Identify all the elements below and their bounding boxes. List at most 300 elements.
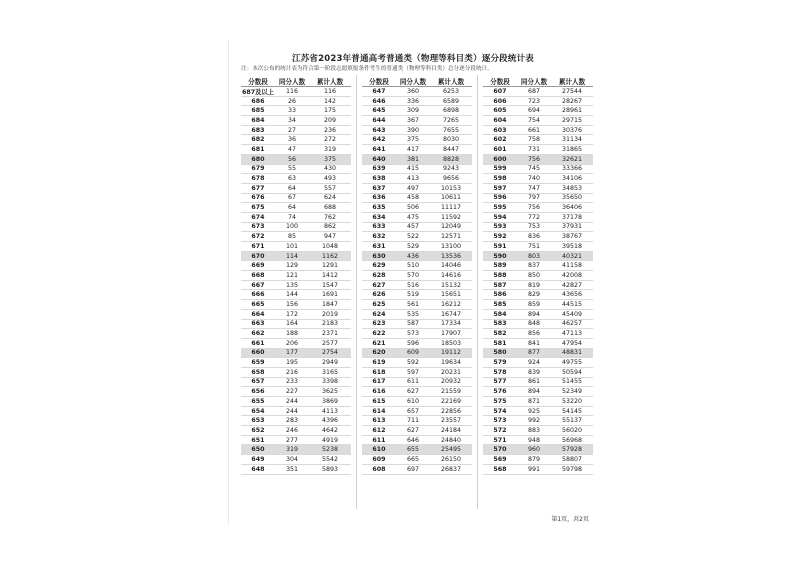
score-range-cell: 687及以上 <box>241 88 275 96</box>
score-range-cell: 640 <box>372 155 386 163</box>
cumulative-count-cell: 3625 <box>321 388 339 396</box>
same-count-cell: 522 <box>406 233 420 241</box>
page-note: 注：本次公布的统计表为符合第一阶段志愿填报条件考生的普通类（物理等科目类）总分逐分段统计。 <box>241 66 493 72</box>
cumulative-count-cell: 22169 <box>440 397 462 405</box>
score-range-cell: 591 <box>493 242 507 250</box>
cumulative-count-cell: 2754 <box>321 349 339 357</box>
score-range-cell: 671 <box>251 242 265 250</box>
score-range-cell: 674 <box>251 213 265 221</box>
cumulative-count-cell: 10153 <box>440 184 462 192</box>
score-range-cell: 618 <box>372 368 386 376</box>
table-row <box>483 213 593 223</box>
same-count-cell: 375 <box>406 136 420 144</box>
score-range-cell: 620 <box>372 349 386 357</box>
score-range-cell: 648 <box>251 465 265 473</box>
cumulative-count-cell: 56020 <box>561 426 583 434</box>
cumulative-count-cell: 56968 <box>561 436 583 444</box>
score-range-cell: 660 <box>251 349 265 357</box>
table-row <box>483 116 593 126</box>
table-row <box>483 232 593 242</box>
same-count-cell: 227 <box>285 388 299 396</box>
same-count-cell: 747 <box>527 184 541 192</box>
cumulative-count-cell: 36406 <box>561 204 583 212</box>
same-count-cell: 519 <box>406 291 420 299</box>
score-range-cell: 670 <box>251 252 265 260</box>
cumulative-count-cell: 11592 <box>440 213 462 221</box>
table-row <box>241 358 351 368</box>
score-range-cell: 589 <box>493 262 507 270</box>
score-range-cell: 668 <box>251 271 265 279</box>
table-row <box>362 184 472 194</box>
cumulative-count-cell: 46257 <box>561 320 583 328</box>
table-row <box>241 387 351 397</box>
table-row <box>362 213 472 223</box>
table-row <box>241 106 351 116</box>
same-count-cell: 627 <box>406 388 420 396</box>
score-range-cell: 652 <box>251 426 265 434</box>
cumulative-count-cell: 37931 <box>561 223 583 231</box>
cumulative-count-cell: 1847 <box>321 300 339 308</box>
table-row <box>362 281 472 291</box>
same-count-cell: 33 <box>287 107 296 115</box>
cumulative-count-cell: 4396 <box>321 417 339 425</box>
same-count-cell: 497 <box>406 184 420 192</box>
score-range-cell: 662 <box>251 330 265 338</box>
cumulative-count-cell: 13536 <box>440 252 462 260</box>
table-row <box>241 213 351 223</box>
same-count-cell: 188 <box>285 330 299 338</box>
score-range-cell: 582 <box>493 330 507 338</box>
score-range-cell: 627 <box>372 281 386 289</box>
score-range-cell: 581 <box>493 339 507 347</box>
cumulative-count-cell: 18503 <box>440 339 462 347</box>
header-same-count: 同分人数 <box>278 77 306 86</box>
score-range-cell: 637 <box>372 184 386 192</box>
cumulative-count-cell: 142 <box>323 97 337 105</box>
same-count-cell: 63 <box>287 175 296 183</box>
cumulative-count-cell: 12049 <box>440 223 462 231</box>
table-row <box>483 242 593 252</box>
same-count-cell: 415 <box>406 165 420 173</box>
header-same-count: 同分人数 <box>399 77 427 86</box>
cumulative-count-cell: 22856 <box>440 407 462 415</box>
same-count-cell: 381 <box>406 155 420 163</box>
same-count-cell: 610 <box>406 397 420 405</box>
table-row <box>362 320 472 330</box>
table-row <box>483 252 593 262</box>
cumulative-count-cell: 6253 <box>442 87 460 95</box>
table-row <box>362 436 472 446</box>
table-row <box>362 407 472 417</box>
same-count-cell: 233 <box>285 378 299 386</box>
score-range-cell: 636 <box>372 194 386 202</box>
cumulative-count-cell: 5893 <box>321 465 339 473</box>
same-count-cell: 829 <box>527 291 541 299</box>
cumulative-count-cell: 45409 <box>561 310 583 318</box>
cumulative-count-cell: 3165 <box>321 368 339 376</box>
table-row <box>241 416 351 426</box>
cumulative-count-cell: 29715 <box>561 116 583 124</box>
table-row <box>483 426 593 436</box>
cumulative-count-cell: 41158 <box>561 262 583 270</box>
score-range-cell: 592 <box>493 233 507 241</box>
same-count-cell: 244 <box>285 397 299 405</box>
table-row <box>241 407 351 417</box>
table-header <box>362 75 472 87</box>
score-range-cell: 669 <box>251 262 265 270</box>
score-range-cell: 654 <box>251 407 265 415</box>
score-range-cell: 681 <box>251 145 265 153</box>
cumulative-count-cell: 26837 <box>440 465 462 473</box>
table-row <box>241 368 351 378</box>
same-count-cell: 723 <box>527 97 541 105</box>
same-count-cell: 877 <box>527 349 541 357</box>
same-count-cell: 246 <box>285 426 299 434</box>
cumulative-count-cell: 34853 <box>561 184 583 192</box>
column-divider <box>356 75 357 509</box>
cumulative-count-cell: 272 <box>323 136 337 144</box>
same-count-cell: 172 <box>285 310 299 318</box>
same-count-cell: 561 <box>406 300 420 308</box>
table-row <box>241 174 351 184</box>
score-range-cell: 657 <box>251 378 265 386</box>
table-row <box>241 194 351 204</box>
same-count-cell: 573 <box>406 330 420 338</box>
score-range-cell: 615 <box>372 397 386 405</box>
same-count-cell: 177 <box>285 349 299 357</box>
same-count-cell: 367 <box>406 116 420 124</box>
table-row <box>362 426 472 436</box>
same-count-cell: 661 <box>527 126 541 134</box>
same-count-cell: 611 <box>406 378 420 386</box>
same-count-cell: 609 <box>406 349 420 357</box>
score-range-cell: 638 <box>372 175 386 183</box>
cumulative-count-cell: 20932 <box>440 378 462 386</box>
score-range-cell: 679 <box>251 165 265 173</box>
table-row <box>241 310 351 320</box>
score-range-cell: 617 <box>372 378 386 386</box>
same-count-cell: 657 <box>406 407 420 415</box>
table-row <box>483 87 593 97</box>
cumulative-count-cell: 5238 <box>321 446 339 454</box>
same-count-cell: 655 <box>406 446 420 454</box>
same-count-cell: 34 <box>287 116 296 124</box>
same-count-cell: 55 <box>287 165 296 173</box>
same-count-cell: 803 <box>527 252 541 260</box>
same-count-cell: 697 <box>406 465 420 473</box>
table-row <box>362 106 472 116</box>
table-row <box>483 349 593 359</box>
score-range-cell: 624 <box>372 310 386 318</box>
cumulative-count-cell: 8030 <box>442 136 460 144</box>
same-count-cell: 529 <box>406 242 420 250</box>
same-count-cell: 597 <box>406 368 420 376</box>
cumulative-count-cell: 31865 <box>561 145 583 153</box>
score-range-cell: 580 <box>493 349 507 357</box>
score-range-cell: 611 <box>372 436 386 444</box>
score-range-cell: 635 <box>372 204 386 212</box>
table-row <box>241 281 351 291</box>
table-row <box>241 145 351 155</box>
table-row <box>362 339 472 349</box>
cumulative-count-cell: 4642 <box>321 426 339 434</box>
cumulative-count-cell: 40321 <box>561 252 583 260</box>
table-row <box>483 300 593 310</box>
header-cumulative: 累计人数 <box>316 77 344 86</box>
cumulative-count-cell: 24840 <box>440 436 462 444</box>
cumulative-count-cell: 27544 <box>561 87 583 95</box>
table-row <box>241 426 351 436</box>
cumulative-count-cell: 47113 <box>561 330 583 338</box>
cumulative-count-cell: 54145 <box>561 407 583 415</box>
score-range-cell: 598 <box>493 175 507 183</box>
table-row <box>241 397 351 407</box>
table-row <box>362 349 472 359</box>
score-range-cell: 645 <box>372 107 386 115</box>
same-count-cell: 731 <box>527 145 541 153</box>
cumulative-count-cell: 209 <box>323 116 337 124</box>
table-row <box>241 271 351 281</box>
table-row <box>241 349 351 359</box>
score-range-cell: 678 <box>251 175 265 183</box>
cumulative-count-cell: 8447 <box>442 145 460 153</box>
cumulative-count-cell: 1691 <box>321 291 339 299</box>
cumulative-count-cell: 39518 <box>561 242 583 250</box>
table-row <box>362 165 472 175</box>
table-row <box>241 252 351 262</box>
cumulative-count-cell: 762 <box>323 213 337 221</box>
cumulative-count-cell: 44515 <box>561 300 583 308</box>
table-row <box>362 145 472 155</box>
score-range-cell: 568 <box>493 465 507 473</box>
cumulative-count-cell: 17907 <box>440 330 462 338</box>
page-footer: 第1页，共2页 <box>551 516 589 523</box>
table-row <box>362 87 472 97</box>
score-range-cell: 641 <box>372 145 386 153</box>
table-row <box>483 339 593 349</box>
score-range-cell: 577 <box>493 378 507 386</box>
cumulative-count-cell: 24184 <box>440 426 462 434</box>
cumulative-count-cell: 7265 <box>442 116 460 124</box>
score-range-cell: 663 <box>251 320 265 328</box>
cumulative-count-cell: 16212 <box>440 300 462 308</box>
cumulative-count-cell: 493 <box>323 175 337 183</box>
same-count-cell: 948 <box>527 436 541 444</box>
table-body <box>362 87 472 475</box>
table-body <box>483 87 593 475</box>
cumulative-count-cell: 59798 <box>561 465 583 473</box>
cumulative-count-cell: 3869 <box>321 397 339 405</box>
table-row <box>241 87 351 97</box>
cumulative-count-cell: 42827 <box>561 281 583 289</box>
document-page <box>228 40 597 526</box>
score-range-cell: 684 <box>251 116 265 124</box>
score-range-cell: 594 <box>493 213 507 221</box>
score-range-cell: 664 <box>251 310 265 318</box>
table-row <box>241 155 351 165</box>
cumulative-count-cell: 26150 <box>440 455 462 463</box>
table-body <box>241 87 351 475</box>
table-row <box>483 203 593 213</box>
same-count-cell: 758 <box>527 136 541 144</box>
cumulative-count-cell: 9243 <box>442 165 460 173</box>
table-row <box>362 97 472 107</box>
cumulative-count-cell: 2577 <box>321 339 339 347</box>
score-table-1 <box>241 75 351 475</box>
cumulative-count-cell: 51455 <box>561 378 583 386</box>
column-divider <box>477 75 478 509</box>
same-count-cell: 36 <box>287 136 296 144</box>
score-range-cell: 675 <box>251 204 265 212</box>
table-row <box>483 97 593 107</box>
cumulative-count-cell: 947 <box>323 233 337 241</box>
score-range-cell: 623 <box>372 320 386 328</box>
score-range-cell: 571 <box>493 436 507 444</box>
cumulative-count-cell: 375 <box>323 155 337 163</box>
table-row <box>362 126 472 136</box>
score-range-cell: 593 <box>493 223 507 231</box>
cumulative-count-cell: 6589 <box>442 97 460 105</box>
same-count-cell: 144 <box>285 291 299 299</box>
table-header <box>241 75 351 87</box>
cumulative-count-cell: 58807 <box>561 455 583 463</box>
score-range-cell: 633 <box>372 223 386 231</box>
same-count-cell: 101 <box>285 242 299 250</box>
score-range-cell: 655 <box>251 397 265 405</box>
cumulative-count-cell: 9656 <box>442 175 460 183</box>
cumulative-count-cell: 1412 <box>321 271 339 279</box>
cumulative-count-cell: 14616 <box>440 271 462 279</box>
score-range-cell: 603 <box>493 126 507 134</box>
header-cumulative: 累计人数 <box>437 77 465 86</box>
table-row <box>362 455 472 465</box>
score-range-cell: 628 <box>372 271 386 279</box>
same-count-cell: 26 <box>287 97 296 105</box>
score-range-cell: 573 <box>493 417 507 425</box>
table-row <box>483 174 593 184</box>
same-count-cell: 283 <box>285 417 299 425</box>
cumulative-count-cell: 53220 <box>561 397 583 405</box>
same-count-cell: 277 <box>285 436 299 444</box>
cumulative-count-cell: 116 <box>323 87 337 95</box>
same-count-cell: 991 <box>527 465 541 473</box>
score-range-cell: 575 <box>493 397 507 405</box>
cumulative-count-cell: 23557 <box>440 417 462 425</box>
cumulative-count-cell: 1048 <box>321 242 339 250</box>
score-range-cell: 626 <box>372 291 386 299</box>
score-range-cell: 569 <box>493 455 507 463</box>
same-count-cell: 27 <box>287 126 296 134</box>
table-row <box>241 445 351 455</box>
same-count-cell: 924 <box>527 359 541 367</box>
table-row <box>483 397 593 407</box>
score-range-cell: 609 <box>372 455 386 463</box>
table-row <box>362 242 472 252</box>
same-count-cell: 883 <box>527 426 541 434</box>
score-table-2 <box>362 75 472 475</box>
table-row <box>241 203 351 213</box>
table-row <box>483 378 593 388</box>
header-score-range: 分数段 <box>248 77 268 86</box>
cumulative-count-cell: 33366 <box>561 165 583 173</box>
cumulative-count-cell: 2949 <box>321 359 339 367</box>
cumulative-count-cell: 13100 <box>440 242 462 250</box>
score-range-cell: 608 <box>372 465 386 473</box>
score-range-cell: 596 <box>493 194 507 202</box>
same-count-cell: 879 <box>527 455 541 463</box>
score-range-cell: 656 <box>251 388 265 396</box>
same-count-cell: 848 <box>527 320 541 328</box>
same-count-cell: 992 <box>527 417 541 425</box>
cumulative-count-cell: 57928 <box>561 446 583 454</box>
same-count-cell: 694 <box>527 107 541 115</box>
score-range-cell: 673 <box>251 223 265 231</box>
cumulative-count-cell: 4113 <box>321 407 339 415</box>
cumulative-count-cell: 16747 <box>440 310 462 318</box>
header-cumulative: 累计人数 <box>558 77 586 86</box>
cumulative-count-cell: 236 <box>323 126 337 134</box>
same-count-cell: 64 <box>287 184 296 192</box>
cumulative-count-cell: 43656 <box>561 291 583 299</box>
header-same-count: 同分人数 <box>520 77 548 86</box>
cumulative-count-cell: 8828 <box>442 155 460 163</box>
cumulative-count-cell: 48831 <box>561 349 583 357</box>
score-range-cell: 676 <box>251 194 265 202</box>
same-count-cell: 841 <box>527 339 541 347</box>
table-row <box>362 203 472 213</box>
table-row <box>241 436 351 446</box>
score-range-cell: 583 <box>493 320 507 328</box>
same-count-cell: 390 <box>406 126 420 134</box>
score-range-cell: 585 <box>493 300 507 308</box>
score-range-cell: 685 <box>251 107 265 115</box>
table-row <box>241 261 351 271</box>
cumulative-count-cell: 38767 <box>561 233 583 241</box>
table-row <box>362 155 472 165</box>
same-count-cell: 457 <box>406 223 420 231</box>
score-range-cell: 570 <box>493 446 507 454</box>
cumulative-count-cell: 32621 <box>561 155 583 163</box>
table-row <box>241 329 351 339</box>
score-range-cell: 661 <box>251 339 265 347</box>
table-row <box>483 329 593 339</box>
score-range-cell: 658 <box>251 368 265 376</box>
score-range-cell: 642 <box>372 136 386 144</box>
same-count-cell: 894 <box>527 388 541 396</box>
same-count-cell: 413 <box>406 175 420 183</box>
table-row <box>362 387 472 397</box>
cumulative-count-cell: 688 <box>323 204 337 212</box>
table-row <box>483 387 593 397</box>
cumulative-count-cell: 2371 <box>321 330 339 338</box>
score-range-cell: 578 <box>493 368 507 376</box>
table-row <box>483 455 593 465</box>
same-count-cell: 206 <box>285 339 299 347</box>
same-count-cell: 861 <box>527 378 541 386</box>
table-row <box>362 174 472 184</box>
score-range-cell: 659 <box>251 359 265 367</box>
same-count-cell: 745 <box>527 165 541 173</box>
table-row <box>362 261 472 271</box>
score-range-cell: 650 <box>251 446 265 454</box>
table-row <box>483 358 593 368</box>
header-score-range: 分数段 <box>369 77 389 86</box>
cumulative-count-cell: 42008 <box>561 271 583 279</box>
score-range-cell: 621 <box>372 339 386 347</box>
cumulative-count-cell: 50594 <box>561 368 583 376</box>
same-count-cell: 772 <box>527 213 541 221</box>
same-count-cell: 67 <box>287 194 296 202</box>
